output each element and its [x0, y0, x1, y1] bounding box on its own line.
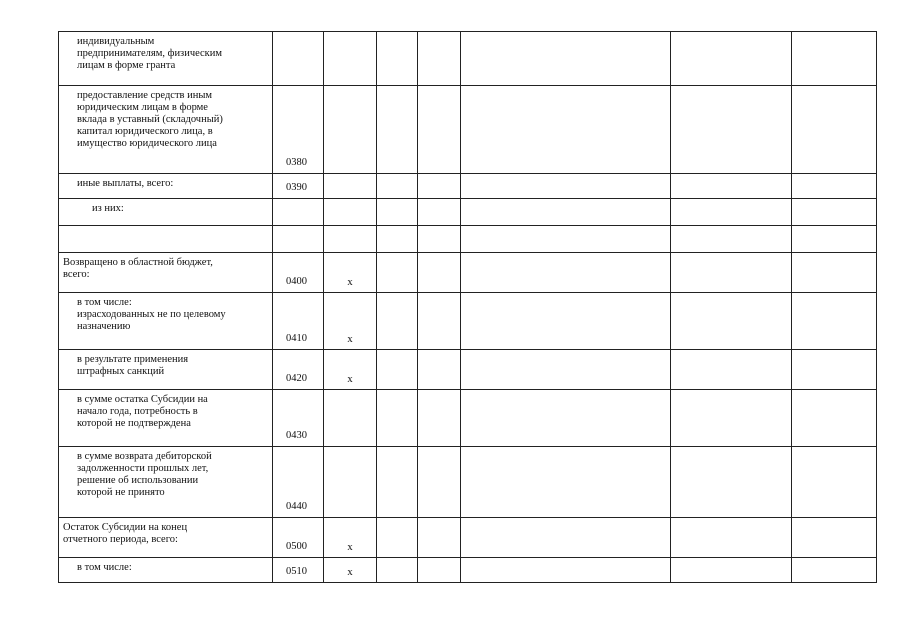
report-table: [58, 31, 877, 583]
empty-cell: [377, 293, 418, 350]
row-name-cell: в результате применения штрафных санкций: [59, 350, 273, 390]
empty-cell: [418, 518, 461, 558]
empty-cell: [377, 447, 418, 518]
empty-cell: [792, 32, 877, 86]
row-code-cell: 0390: [273, 174, 324, 199]
row-mark-cell: [324, 199, 377, 226]
table-row: [59, 174, 877, 199]
row-name-cell: иные выплаты, всего:: [59, 174, 273, 199]
row-code-cell: 0500: [273, 518, 324, 558]
empty-cell: [671, 174, 792, 199]
table-row: [59, 32, 877, 86]
empty-cell: [792, 253, 877, 293]
empty-cell: [671, 518, 792, 558]
row-code-cell: 0510: [273, 558, 324, 583]
row-name-cell: предоставление средств иным юридическим лицам в форме вклада в уставный (складочный) капитал юридического лица, в имущество юридического лица: [59, 86, 273, 174]
row-name-cell: в сумме остатка Субсидии на начало года, потребность в которой не подтверждена: [59, 390, 273, 447]
empty-cell: [461, 199, 671, 226]
empty-cell: [671, 293, 792, 350]
empty-cell: [418, 558, 461, 583]
empty-cell: [377, 518, 418, 558]
table-row: [59, 86, 877, 174]
empty-cell: [671, 350, 792, 390]
empty-cell: [461, 86, 671, 174]
row-mark-cell: x: [324, 518, 377, 558]
table-row: [59, 253, 877, 293]
table-row: [59, 518, 877, 558]
row-mark-cell: x: [324, 558, 377, 583]
empty-cell: [671, 199, 792, 226]
row-mark-cell: x: [324, 293, 377, 350]
row-name-cell: Остаток Субсидии на конец отчетного периода, всего:: [59, 518, 273, 558]
empty-cell: [461, 447, 671, 518]
empty-cell: [671, 32, 792, 86]
empty-cell: [461, 226, 671, 253]
empty-cell: [377, 558, 418, 583]
empty-cell: [792, 350, 877, 390]
empty-cell: [418, 390, 461, 447]
table-row: [59, 350, 877, 390]
empty-cell: [671, 558, 792, 583]
table-row: [59, 199, 877, 226]
empty-cell: [461, 253, 671, 293]
row-code-cell: 0440: [273, 447, 324, 518]
empty-cell: [792, 447, 877, 518]
empty-cell: [418, 174, 461, 199]
empty-cell: [377, 390, 418, 447]
row-mark-cell: x: [324, 350, 377, 390]
row-code-cell: [273, 226, 324, 253]
empty-cell: [671, 253, 792, 293]
empty-cell: [792, 174, 877, 199]
row-name-cell: в том числе: израсходованных не по целевому назначению: [59, 293, 273, 350]
empty-cell: [461, 32, 671, 86]
row-code-cell: 0430: [273, 390, 324, 447]
empty-cell: [671, 226, 792, 253]
empty-cell: [377, 253, 418, 293]
empty-cell: [671, 390, 792, 447]
table-row: [59, 447, 877, 518]
row-name-cell: в том числе:: [59, 558, 273, 583]
empty-cell: [792, 390, 877, 447]
row-mark-cell: [324, 174, 377, 199]
row-mark-cell: [324, 390, 377, 447]
row-name-cell: из них:: [59, 199, 273, 226]
empty-cell: [461, 518, 671, 558]
row-name-cell: индивидуальным предпринимателям, физическим лицам в форме гранта: [59, 32, 273, 86]
empty-cell: [461, 558, 671, 583]
empty-cell: [377, 86, 418, 174]
table-row: [59, 226, 877, 253]
empty-cell: [418, 253, 461, 293]
empty-cell: [792, 293, 877, 350]
table-row: [59, 293, 877, 350]
row-mark-cell: [324, 32, 377, 86]
empty-cell: [792, 226, 877, 253]
table-row: [59, 390, 877, 447]
empty-cell: [461, 390, 671, 447]
empty-cell: [377, 32, 418, 86]
row-mark-cell: [324, 447, 377, 518]
empty-cell: [461, 350, 671, 390]
row-mark-cell: [324, 226, 377, 253]
row-name-cell: Возвращено в областной бюджет, всего:: [59, 253, 273, 293]
empty-cell: [792, 558, 877, 583]
empty-cell: [418, 199, 461, 226]
table-row: [59, 558, 877, 583]
row-name-cell: [59, 226, 273, 253]
row-code-cell: 0400: [273, 253, 324, 293]
empty-cell: [792, 518, 877, 558]
row-name-cell: в сумме возврата дебиторской задолженности прошлых лет, решение об использовании которой не принято: [59, 447, 273, 518]
empty-cell: [377, 174, 418, 199]
empty-cell: [377, 199, 418, 226]
empty-cell: [671, 86, 792, 174]
empty-cell: [418, 226, 461, 253]
empty-cell: [418, 293, 461, 350]
empty-cell: [377, 350, 418, 390]
row-code-cell: [273, 32, 324, 86]
empty-cell: [461, 293, 671, 350]
empty-cell: [418, 447, 461, 518]
empty-cell: [377, 226, 418, 253]
empty-cell: [461, 174, 671, 199]
empty-cell: [671, 447, 792, 518]
row-code-cell: [273, 199, 324, 226]
empty-cell: [792, 199, 877, 226]
row-mark-cell: [324, 86, 377, 174]
row-code-cell: 0420: [273, 350, 324, 390]
table-body: [59, 32, 877, 583]
row-code-cell: 0380: [273, 86, 324, 174]
empty-cell: [792, 86, 877, 174]
empty-cell: [418, 350, 461, 390]
row-code-cell: 0410: [273, 293, 324, 350]
row-mark-cell: x: [324, 253, 377, 293]
empty-cell: [418, 32, 461, 86]
empty-cell: [418, 86, 461, 174]
